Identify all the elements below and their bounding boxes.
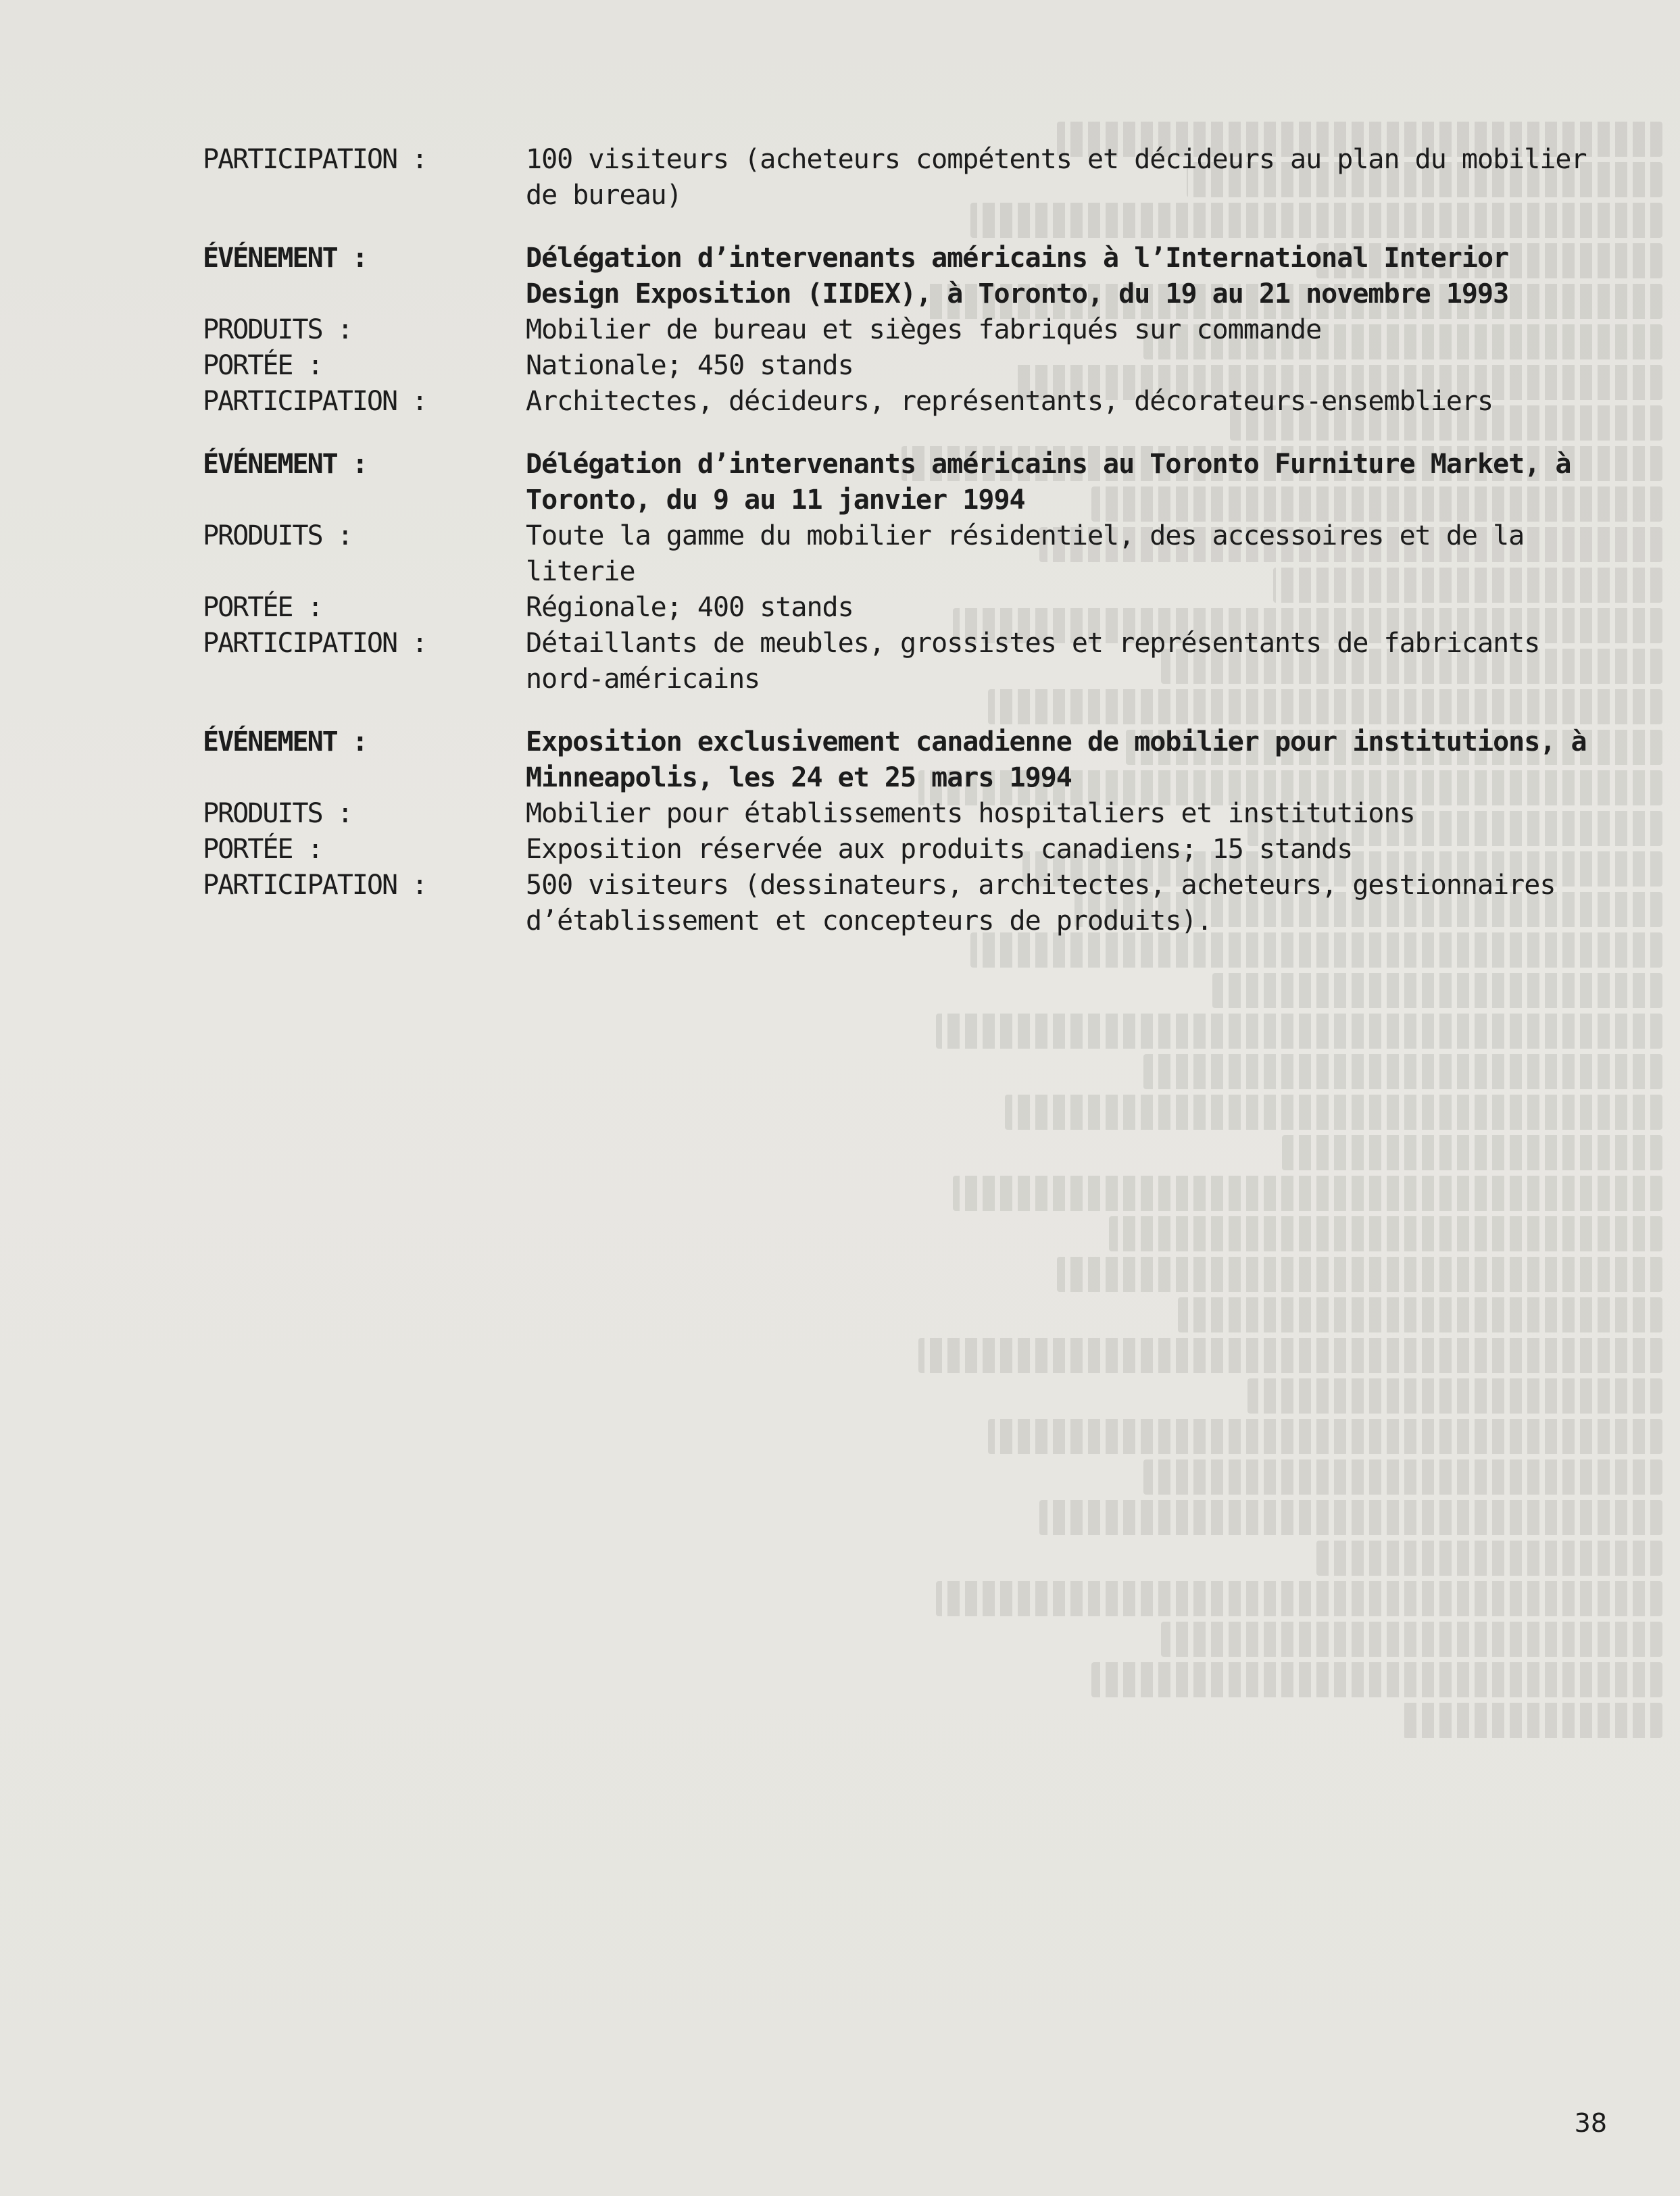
products-row (203, 796, 1608, 832)
event-row (203, 724, 1608, 796)
participation-row (203, 142, 1608, 214)
products-label: PRODUITS : (203, 798, 352, 829)
event-title: Exposition exclusivement canadienne de mobilier pour institutions, à Minneapolis, les 24 et 25 mars 1994 (526, 726, 1587, 793)
scope-row (203, 590, 1608, 626)
participation-row (203, 384, 1608, 420)
participation-value: 100 visiteurs (acheteurs compétents et décideurs au plan du mobilier de bureau) (526, 144, 1587, 211)
participation-value: Détaillants de meubles, grossistes et représentants de fabricants nord-américains (526, 628, 1540, 695)
participation-label: PARTICIPATION : (203, 870, 427, 901)
event-row (203, 241, 1608, 312)
products-row (203, 312, 1608, 348)
page-number: 38 (1574, 2108, 1607, 2138)
scope-row (203, 832, 1608, 868)
event-label: ÉVÉNEMENT : (203, 449, 367, 480)
scope-row (203, 348, 1608, 384)
scope-label: PORTÉE : (203, 834, 322, 865)
products-value: Mobilier pour établissements hospitaliers et institutions (526, 798, 1415, 829)
event-label: ÉVÉNEMENT : (203, 243, 367, 274)
products-value: Toute la gamme du mobilier résidentiel, des accessoires et de la literie (526, 520, 1525, 587)
products-row (203, 518, 1608, 590)
participation-label: PARTICIPATION : (203, 144, 427, 175)
event-row (203, 447, 1608, 518)
scope-label: PORTÉE : (203, 592, 322, 623)
event-title: Délégation d’intervenants américains à l’International Interior Design Exposition (IIDEX), à Toronto, du 19 au 21 novembre 1993 (526, 243, 1509, 309)
participation-row (203, 868, 1608, 939)
scope-label: PORTÉE : (203, 350, 322, 381)
event-label: ÉVÉNEMENT : (203, 726, 367, 757)
products-label: PRODUITS : (203, 520, 352, 551)
scope-value: Nationale; 450 stands (526, 350, 854, 381)
products-label: PRODUITS : (203, 314, 352, 345)
event-title: Délégation d’intervenants américains au Toronto Furniture Market, à Toronto, du 9 au 11 janvier 1994 (526, 449, 1571, 516)
scope-value: Régionale; 400 stands (526, 592, 854, 623)
participation-label: PARTICIPATION : (203, 628, 427, 659)
event-listing (203, 142, 1608, 939)
participation-label: PARTICIPATION : (203, 386, 427, 417)
participation-value: 500 visiteurs (dessinateurs, architectes, acheteurs, gestionnaires d’établissement et concepteurs de produits). (526, 870, 1556, 937)
participation-row (203, 626, 1608, 697)
products-value: Mobilier de bureau et sièges fabriqués sur commande (526, 314, 1322, 345)
scope-value: Exposition réservée aux produits canadiens; 15 stands (526, 834, 1353, 865)
participation-value: Architectes, décideurs, représentants, décorateurs-ensembliers (526, 386, 1493, 417)
